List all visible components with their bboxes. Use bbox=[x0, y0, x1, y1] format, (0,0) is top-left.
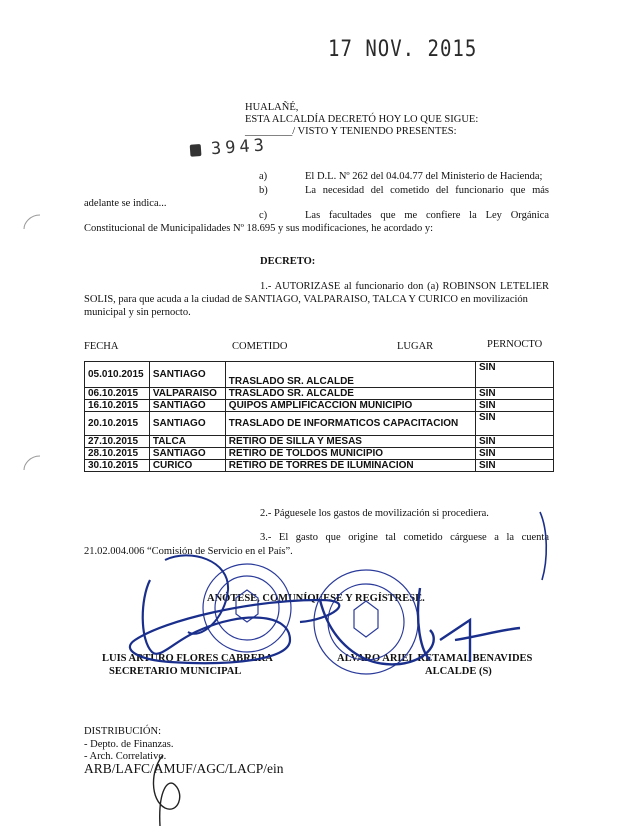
cell-lugar: SANTIAGO bbox=[149, 362, 225, 388]
date-stamp: 17 NOV. 2015 bbox=[328, 36, 478, 62]
cell-lugar: SANTIAGO bbox=[149, 400, 225, 412]
consideration-b-letter: b) bbox=[259, 185, 268, 196]
header-visto: _________/ VISTO Y TENIENDO PRESENTES: bbox=[245, 126, 457, 137]
cell-lugar: CURICO bbox=[149, 460, 225, 472]
decreto-item1-line1: 1.- AUTORIZASE al funcionario don (a) ROBINSON LETELIER bbox=[260, 281, 549, 292]
header-lugar: LUGAR bbox=[397, 341, 434, 352]
table-row bbox=[85, 412, 554, 436]
item-3-line2: 21.02.004.006 “Comisión de Servicio en el País”. bbox=[84, 546, 293, 557]
cell-fecha: 20.10.2015 bbox=[85, 412, 150, 436]
right-signer-title: ALCALDE (S) bbox=[425, 666, 492, 677]
cell-fecha: 05.010.2015 bbox=[85, 362, 150, 388]
cell-pernocto: SIN bbox=[475, 460, 553, 472]
distribution-line: - Arch. Correlativo. bbox=[84, 751, 167, 762]
cell-lugar: VALPARAISO bbox=[149, 388, 225, 400]
table-row bbox=[85, 388, 554, 400]
header-fecha: FECHA bbox=[84, 341, 119, 352]
cell-fecha: 16.10.2015 bbox=[85, 400, 150, 412]
header-intro: ESTA ALCALDÍA DECRETÓ HOY LO QUE SIGUE: bbox=[245, 114, 479, 125]
consideration-c-letter: c) bbox=[259, 210, 268, 221]
distribution-title: DISTRIBUCIÓN: bbox=[84, 726, 162, 737]
cell-pernocto: SIN bbox=[475, 448, 553, 460]
consideration-b-continuation: adelante se indica... bbox=[84, 198, 167, 209]
consideration-a-letter: a) bbox=[259, 171, 268, 182]
cell-pernocto: SIN bbox=[475, 388, 553, 400]
cell-cometido: TRASLADO SR. ALCALDE bbox=[225, 362, 475, 388]
header-cometido: COMETIDO bbox=[232, 341, 288, 352]
cell-pernocto: SIN bbox=[475, 412, 553, 436]
item-3-line1: 3.- El gasto que origine tal cometido cárguese a la cuenta bbox=[260, 532, 549, 543]
left-signer-title: SECRETARIO MUNICIPAL bbox=[109, 666, 242, 677]
cell-pernocto: SIN bbox=[475, 362, 553, 388]
table-row bbox=[85, 362, 554, 388]
decreto-item1-line2: SOLIS, para que acuda a la ciudad de SANTIAGO, VALPARAISO, TALCA Y CURICO en movilización bbox=[84, 294, 528, 305]
distribution-line: - Depto. de Finanzas. bbox=[84, 739, 174, 750]
item-2: 2.- Páguesele los gastos de movilización si procediera. bbox=[260, 508, 489, 519]
decree-number: 3943 bbox=[210, 135, 269, 160]
consideration-c-continuation: Constitucional de Municipalidades Nº 18.695 y sus modificaciones, he acordado y: bbox=[84, 223, 434, 234]
table-row bbox=[85, 436, 554, 448]
cell-lugar: SANTIAGO bbox=[149, 412, 225, 436]
cell-lugar: TALCA bbox=[149, 436, 225, 448]
cometidos-table bbox=[84, 361, 554, 472]
cell-fecha: 27.10.2015 bbox=[85, 436, 150, 448]
right-signer-name: ALVARO ARIEL RETAMAL BENAVIDES bbox=[337, 653, 533, 664]
left-signer-name: LUIS ARTURO FLORES CABRERA bbox=[102, 653, 273, 664]
cell-cometido: RETIRO DE TORRES DE ILUMINACION bbox=[225, 460, 475, 472]
decree-number-stamp bbox=[189, 135, 268, 160]
cell-cometido: TRASLADO DE INFORMATICOS CAPACITACION bbox=[225, 412, 475, 436]
cell-lugar: SANTIAGO bbox=[149, 448, 225, 460]
cell-pernocto: SIN bbox=[475, 436, 553, 448]
cell-pernocto: SIN bbox=[475, 400, 553, 412]
table-row bbox=[85, 460, 554, 472]
consideration-c-text: Las facultades que me confiere la Ley Orgánica bbox=[305, 210, 549, 221]
table-row bbox=[85, 400, 554, 412]
consideration-b-text: La necesidad del cometido del funcionario que más bbox=[305, 185, 549, 196]
header-pernocto: PERNOCTO bbox=[487, 339, 543, 350]
cell-cometido: QUIPOS AMPLIFICACCION MUNICIPIO bbox=[225, 400, 475, 412]
cell-fecha: 06.10.2015 bbox=[85, 388, 150, 400]
header-place: HUALAÑÉ, bbox=[245, 102, 299, 113]
left-municipal-seal-icon bbox=[203, 564, 291, 652]
closing-formula: ANÓTESE, COMUNÍQUESE Y REGÍSTRESE. bbox=[207, 593, 425, 604]
consideration-a-text: El D.L. Nº 262 del 04.04.77 del Ministerio de Hacienda; bbox=[305, 171, 543, 182]
cell-fecha: 30.10.2015 bbox=[85, 460, 150, 472]
cell-cometido: RETIRO DE SILLA Y MESAS bbox=[225, 436, 475, 448]
stamp-mark-icon bbox=[190, 144, 202, 157]
decreto-title: DECRETO: bbox=[260, 256, 316, 267]
cell-cometido: TRASLADO SR. ALCALDE bbox=[225, 388, 475, 400]
distribution-initials: ARB/LAFC/AMUF/AGC/LACP/ein bbox=[84, 761, 284, 776]
cell-cometido: RETIRO DE TOLDOS MUNICIPIO bbox=[225, 448, 475, 460]
decreto-item1-line3: municipal y sin pernocto. bbox=[84, 307, 191, 318]
cell-fecha: 28.10.2015 bbox=[85, 448, 150, 460]
table-row bbox=[85, 448, 554, 460]
